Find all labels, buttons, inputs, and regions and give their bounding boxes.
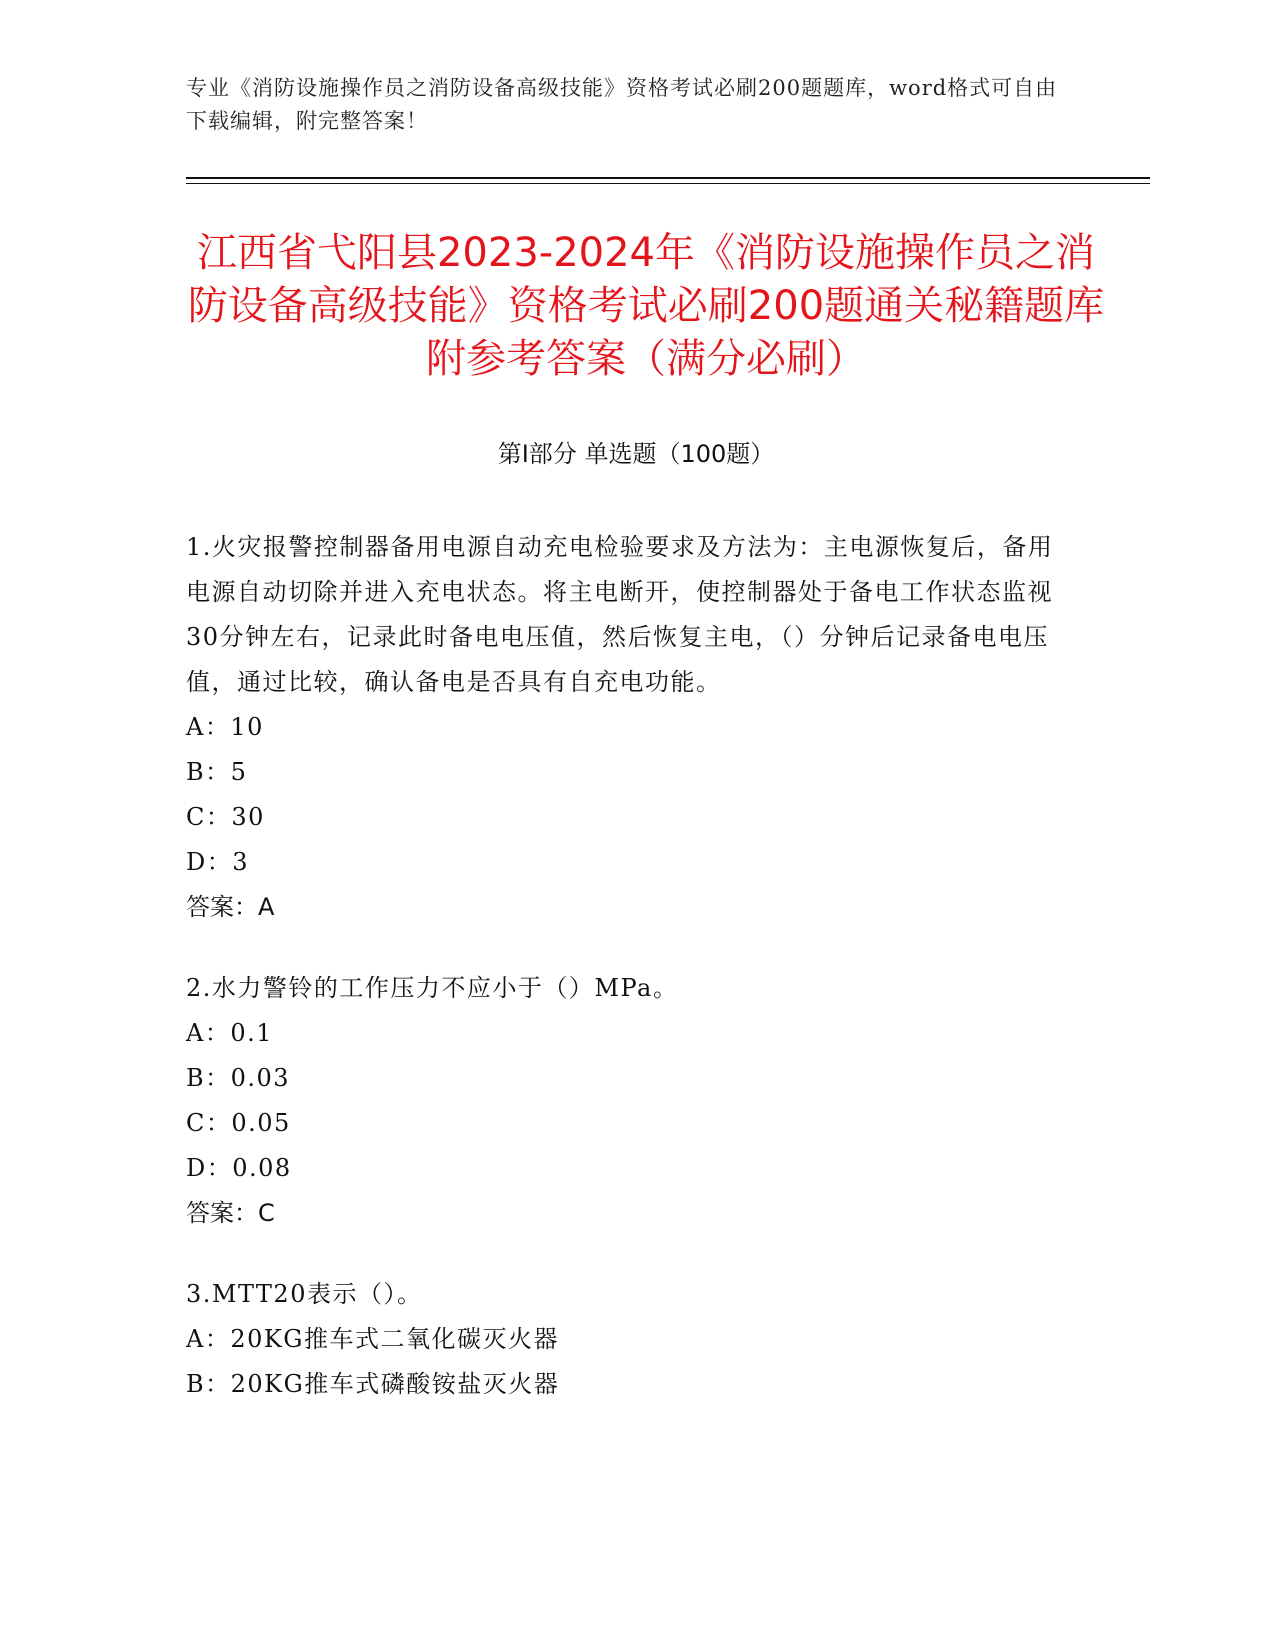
answer-line: 答案：A xyxy=(186,893,275,921)
option-b: B：0.03 xyxy=(186,1064,291,1092)
option-b: B：5 xyxy=(186,758,248,786)
option-d: D：0.08 xyxy=(186,1154,292,1182)
option-c: C：30 xyxy=(186,803,265,831)
header-rule-thick xyxy=(186,177,1150,179)
option-c: C：0.05 xyxy=(186,1109,291,1137)
header-rule-thin xyxy=(186,183,1150,184)
option-a: A：20KG推车式二氧化碳灭火器 xyxy=(186,1325,559,1353)
option-a: A：10 xyxy=(186,713,264,741)
question-1 xyxy=(186,525,1066,930)
document-title: 江西省弋阳县2023-2024年《消防设施操作员之消防设备高级技能》资格考试必刷200题通关秘籍题库附参考答案（满分必刷） xyxy=(187,230,1105,382)
answer-line: 答案：C xyxy=(186,1199,275,1227)
question-list xyxy=(186,525,1066,1443)
question-stem: 1.火灾报警控制器备用电源自动充电检验要求及方法为：主电源恢复后，备用电源自动切除并进入充电状态。将主电断开，使控制器处于备电工作状态监视30分钟左右，记录此时备电电压值，然后恢复主电，（）分钟后记录备电电压值，通过比较，确认备电是否具有自充电功能。 xyxy=(186,533,1054,696)
question-stem: 3.MTT20表示（）。 xyxy=(186,1280,423,1308)
question-stem: 2.水力警铃的工作压力不应小于（）MPa。 xyxy=(186,974,679,1002)
question-2 xyxy=(186,966,1066,1236)
option-b: B：20KG推车式磷酸铵盐灭火器 xyxy=(186,1370,560,1398)
header-note: 专业《消防设施操作员之消防设备高级技能》资格考试必刷200题题库，word格式可自由下载编辑，附完整答案！ xyxy=(186,76,1058,133)
option-a: A：0.1 xyxy=(186,1019,273,1047)
option-d: D：3 xyxy=(186,848,250,876)
section-title: 第Ⅰ部分 单选题（100题） xyxy=(497,440,775,468)
question-3 xyxy=(186,1272,1066,1407)
